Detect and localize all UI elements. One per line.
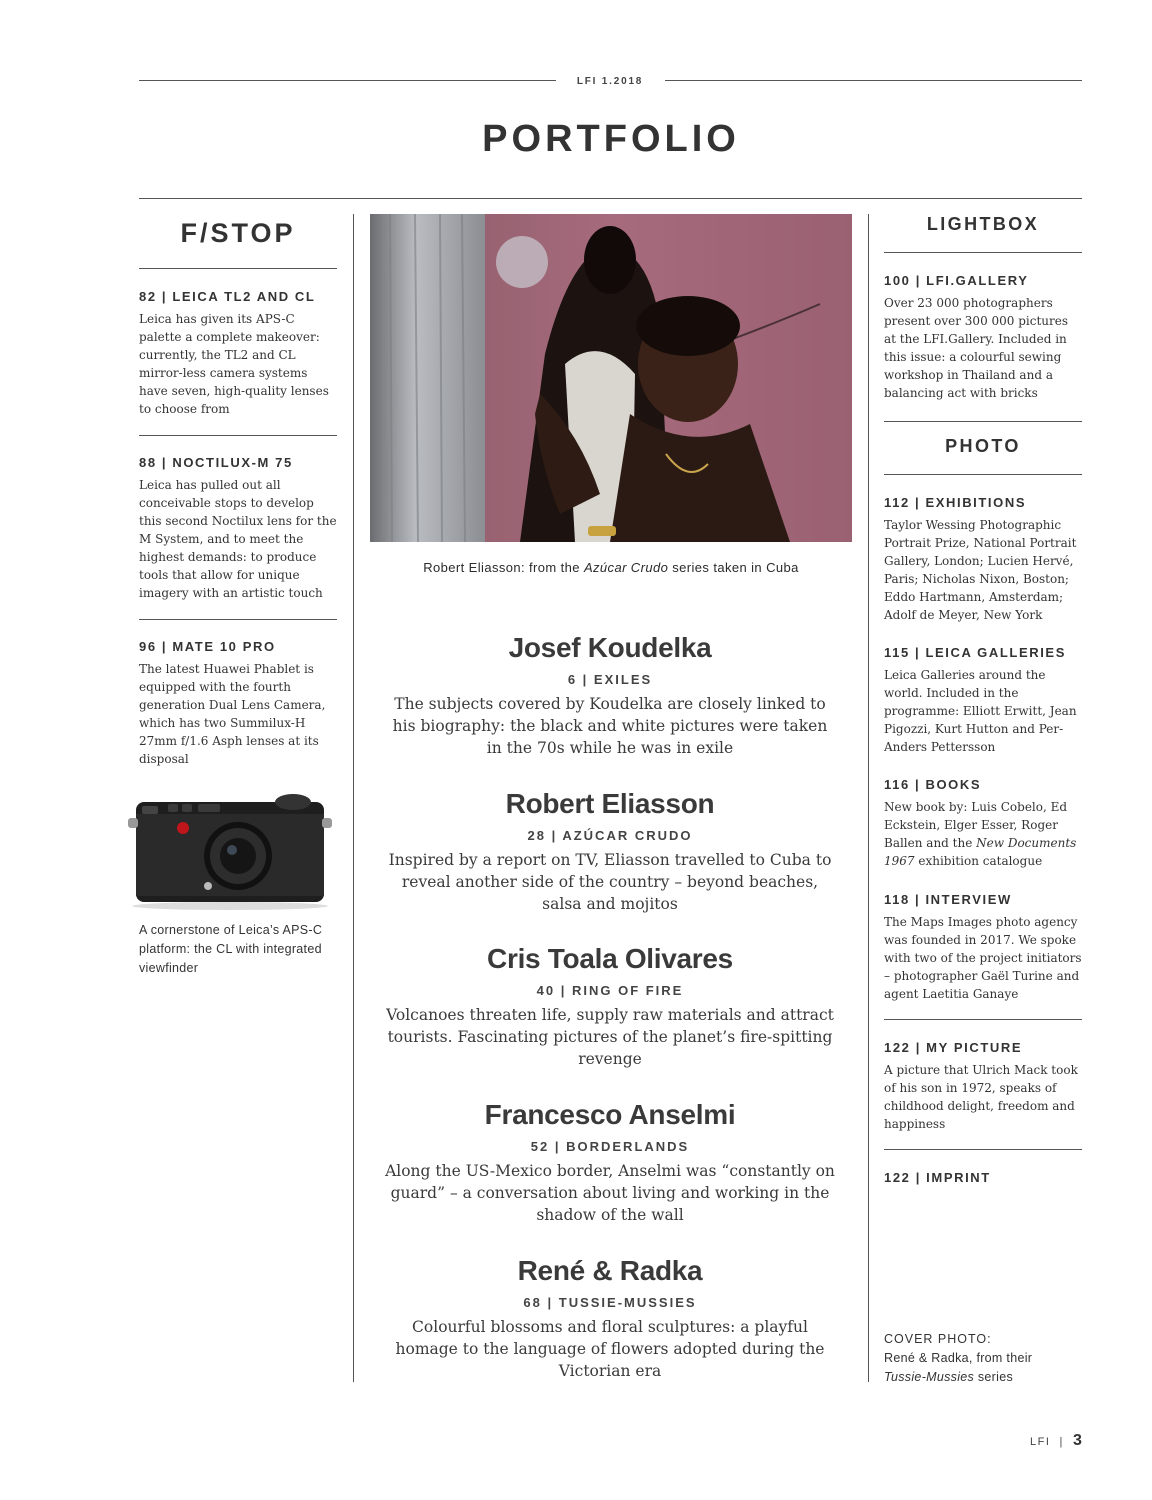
camera-caption: A cornerstone of Leica’s APS-C platform: the CL with integrated viewfinder	[139, 923, 323, 975]
feature-text: The subjects covered by Koudelka are closely linked to his biography: the black and white pictures were taken in the 70s while he was in exile	[392, 695, 828, 757]
leica-galleries-entry[interactable]	[884, 645, 1082, 756]
leica-cl-camera-image	[128, 790, 333, 912]
feature-text: Along the US-Mexico border, Anselmi was “constantly on guard” – a conversation about living and working in the shadow of the wall	[385, 1162, 835, 1224]
photo-rule	[884, 474, 1082, 475]
feature-text: Volcanoes threaten life, supply raw materials and attract tourists. Fascinating pictures of the planet’s fire-spitting revenge	[386, 1006, 834, 1068]
lightbox-title: LIGHTBOX	[926, 214, 1040, 234]
entry-heading: 88 | NOCTILUX-M 75	[139, 455, 293, 470]
feature-page: 6 | EXILES	[567, 672, 653, 687]
feature-eliasson[interactable]	[384, 788, 836, 915]
entry-text: Leica has given its APS-C palette a complete makeover: currently, the TL2 and CL mirror-less camera systems have seven, high-quality lenses to choose from	[139, 312, 329, 416]
fstop-divider	[139, 435, 337, 436]
fstop-entry[interactable]	[139, 455, 337, 602]
entry-heading: 100 | LFI.GALLERY	[884, 273, 1029, 288]
entry-heading: 115 | LEICA GALLERIES	[884, 645, 1066, 660]
gallery-entry[interactable]	[884, 273, 1082, 402]
feature-name: Francesco Anselmi	[484, 1099, 736, 1130]
books-entry[interactable]	[884, 777, 1082, 870]
fstop-title: F/STOP	[180, 218, 296, 248]
feature-anselmi[interactable]	[384, 1099, 836, 1226]
entry-text: Leica has pulled out all conceivable stops to develop this second Noctilux lens for the M System, and to meet the highest demands: to produce tools that allow for unique imagery with an artistic touch	[139, 478, 337, 600]
lightbox-rule	[884, 252, 1082, 253]
hero-photo	[370, 214, 852, 542]
interview-entry[interactable]	[884, 892, 1082, 1003]
page-number: 3	[1073, 1432, 1082, 1449]
feature-toala-olivares[interactable]	[384, 943, 836, 1070]
entry-heading: 122 | IMPRINT	[884, 1170, 991, 1185]
entry-heading: 122 | MY PICTURE	[884, 1040, 1023, 1055]
footer-brand: LFI	[1030, 1436, 1051, 1448]
feature-name: René & Radka	[517, 1255, 703, 1286]
photo-title: PHOTO	[945, 436, 1021, 456]
lightbox-divider	[884, 421, 1082, 422]
entry-heading: 118 | INTERVIEW	[884, 892, 1012, 907]
my-picture-entry[interactable]	[884, 1040, 1082, 1133]
cover-photo-credit	[884, 1330, 1082, 1387]
feature-name: Josef Koudelka	[508, 632, 712, 663]
section-title: PORTFOLIO	[482, 118, 740, 160]
entry-text: A picture that Ulrich Mack took of his son in 1972, speaks of childhood delight, freedom and happiness	[884, 1063, 1078, 1131]
entry-text: The latest Huawei Phablet is equipped with the fourth generation Dual Lens Camera, which has two Summilux-H 27mm f/1.6 Asph lenses at its disposal	[139, 662, 326, 766]
hero-photo-illustration	[370, 214, 852, 542]
fstop-entry[interactable]	[139, 289, 337, 418]
cover-series: Tussie-Mussies series	[884, 1370, 1014, 1384]
entry-text: Taylor Wessing Photographic Portrait Prize, National Portrait Gallery, London; Lucien Hervé, Paris; Nicholas Nixon, Boston; Eddo Hartmann, Amsterdam; Adolf de Meyer, New York	[884, 518, 1077, 622]
section-rule	[139, 198, 1082, 199]
feature-page: 28 | AZÚCAR CRUDO	[527, 828, 693, 843]
feature-koudelka[interactable]	[384, 632, 836, 759]
page-footer: LFI | 3	[1030, 1432, 1082, 1449]
feature-name: Cris Toala Olivares	[487, 943, 733, 974]
feature-page: 40 | RING OF FIRE	[536, 983, 684, 998]
fstop-rule	[139, 268, 337, 269]
feature-page: 52 | BORDERLANDS	[530, 1139, 690, 1154]
feature-text: Inspired by a report on TV, Eliasson travelled to Cuba to reveal another side of the country – beyond beaches, salsa and mojitos	[388, 851, 832, 913]
exhibitions-entry[interactable]	[884, 495, 1082, 624]
header-rule-right	[665, 80, 1082, 81]
issue-label: LFI 1.2018	[576, 76, 644, 87]
entry-heading: 112 | EXHIBITIONS	[884, 495, 1027, 510]
imprint-entry[interactable]	[884, 1170, 1082, 1185]
cover-line: René & Radka, from their	[884, 1351, 1033, 1365]
column-divider-right	[868, 214, 869, 1382]
entry-heading: 82 | LEICA TL2 AND CL	[139, 289, 316, 304]
feature-page: 68 | TUSSIE-MUSSIES	[523, 1295, 697, 1310]
feature-name: Robert Eliasson	[505, 788, 715, 819]
entry-heading: 116 | BOOKS	[884, 777, 982, 792]
entry-text: The Maps Images photo agency was founded in 2017. We spoke with two of the project initiators – photographer Gaël Turine and agent Laetitia Ganaye	[884, 915, 1082, 1001]
entry-text: New book by: Luis Cobelo, Ed Eckstein, Elger Esser, Roger Ballen and the New Documents 1967 exhibition catalogue	[884, 800, 1077, 868]
cover-label: COVER PHOTO:	[884, 1332, 992, 1346]
hero-caption: Robert Eliasson: from the Azúcar Crudo series taken in Cuba	[423, 560, 799, 575]
entry-text: Leica Galleries around the world. Included in the programme: Elliott Erwitt, Jean Pigozzi, Kurt Hutton and Per-Anders Pettersson	[884, 668, 1077, 754]
fstop-entry[interactable]	[139, 639, 337, 768]
feature-text: Colourful blossoms and floral sculptures: a playful homage to the language of flowers adopted during the Victorian era	[395, 1318, 825, 1380]
entry-heading: 96 | MATE 10 PRO	[139, 639, 276, 654]
entry-text: Over 23 000 photographers present over 300 000 pictures at the LFI.Gallery. Included in this issue: a colourful sewing workshop in Thailand and a balancing act with bricks	[884, 296, 1069, 400]
my-picture-divider	[884, 1149, 1082, 1150]
header-rule-left	[139, 80, 556, 81]
interview-divider	[884, 1019, 1082, 1020]
feature-rene-radka[interactable]	[384, 1255, 836, 1382]
column-divider-left	[353, 214, 354, 1382]
fstop-divider	[139, 619, 337, 620]
